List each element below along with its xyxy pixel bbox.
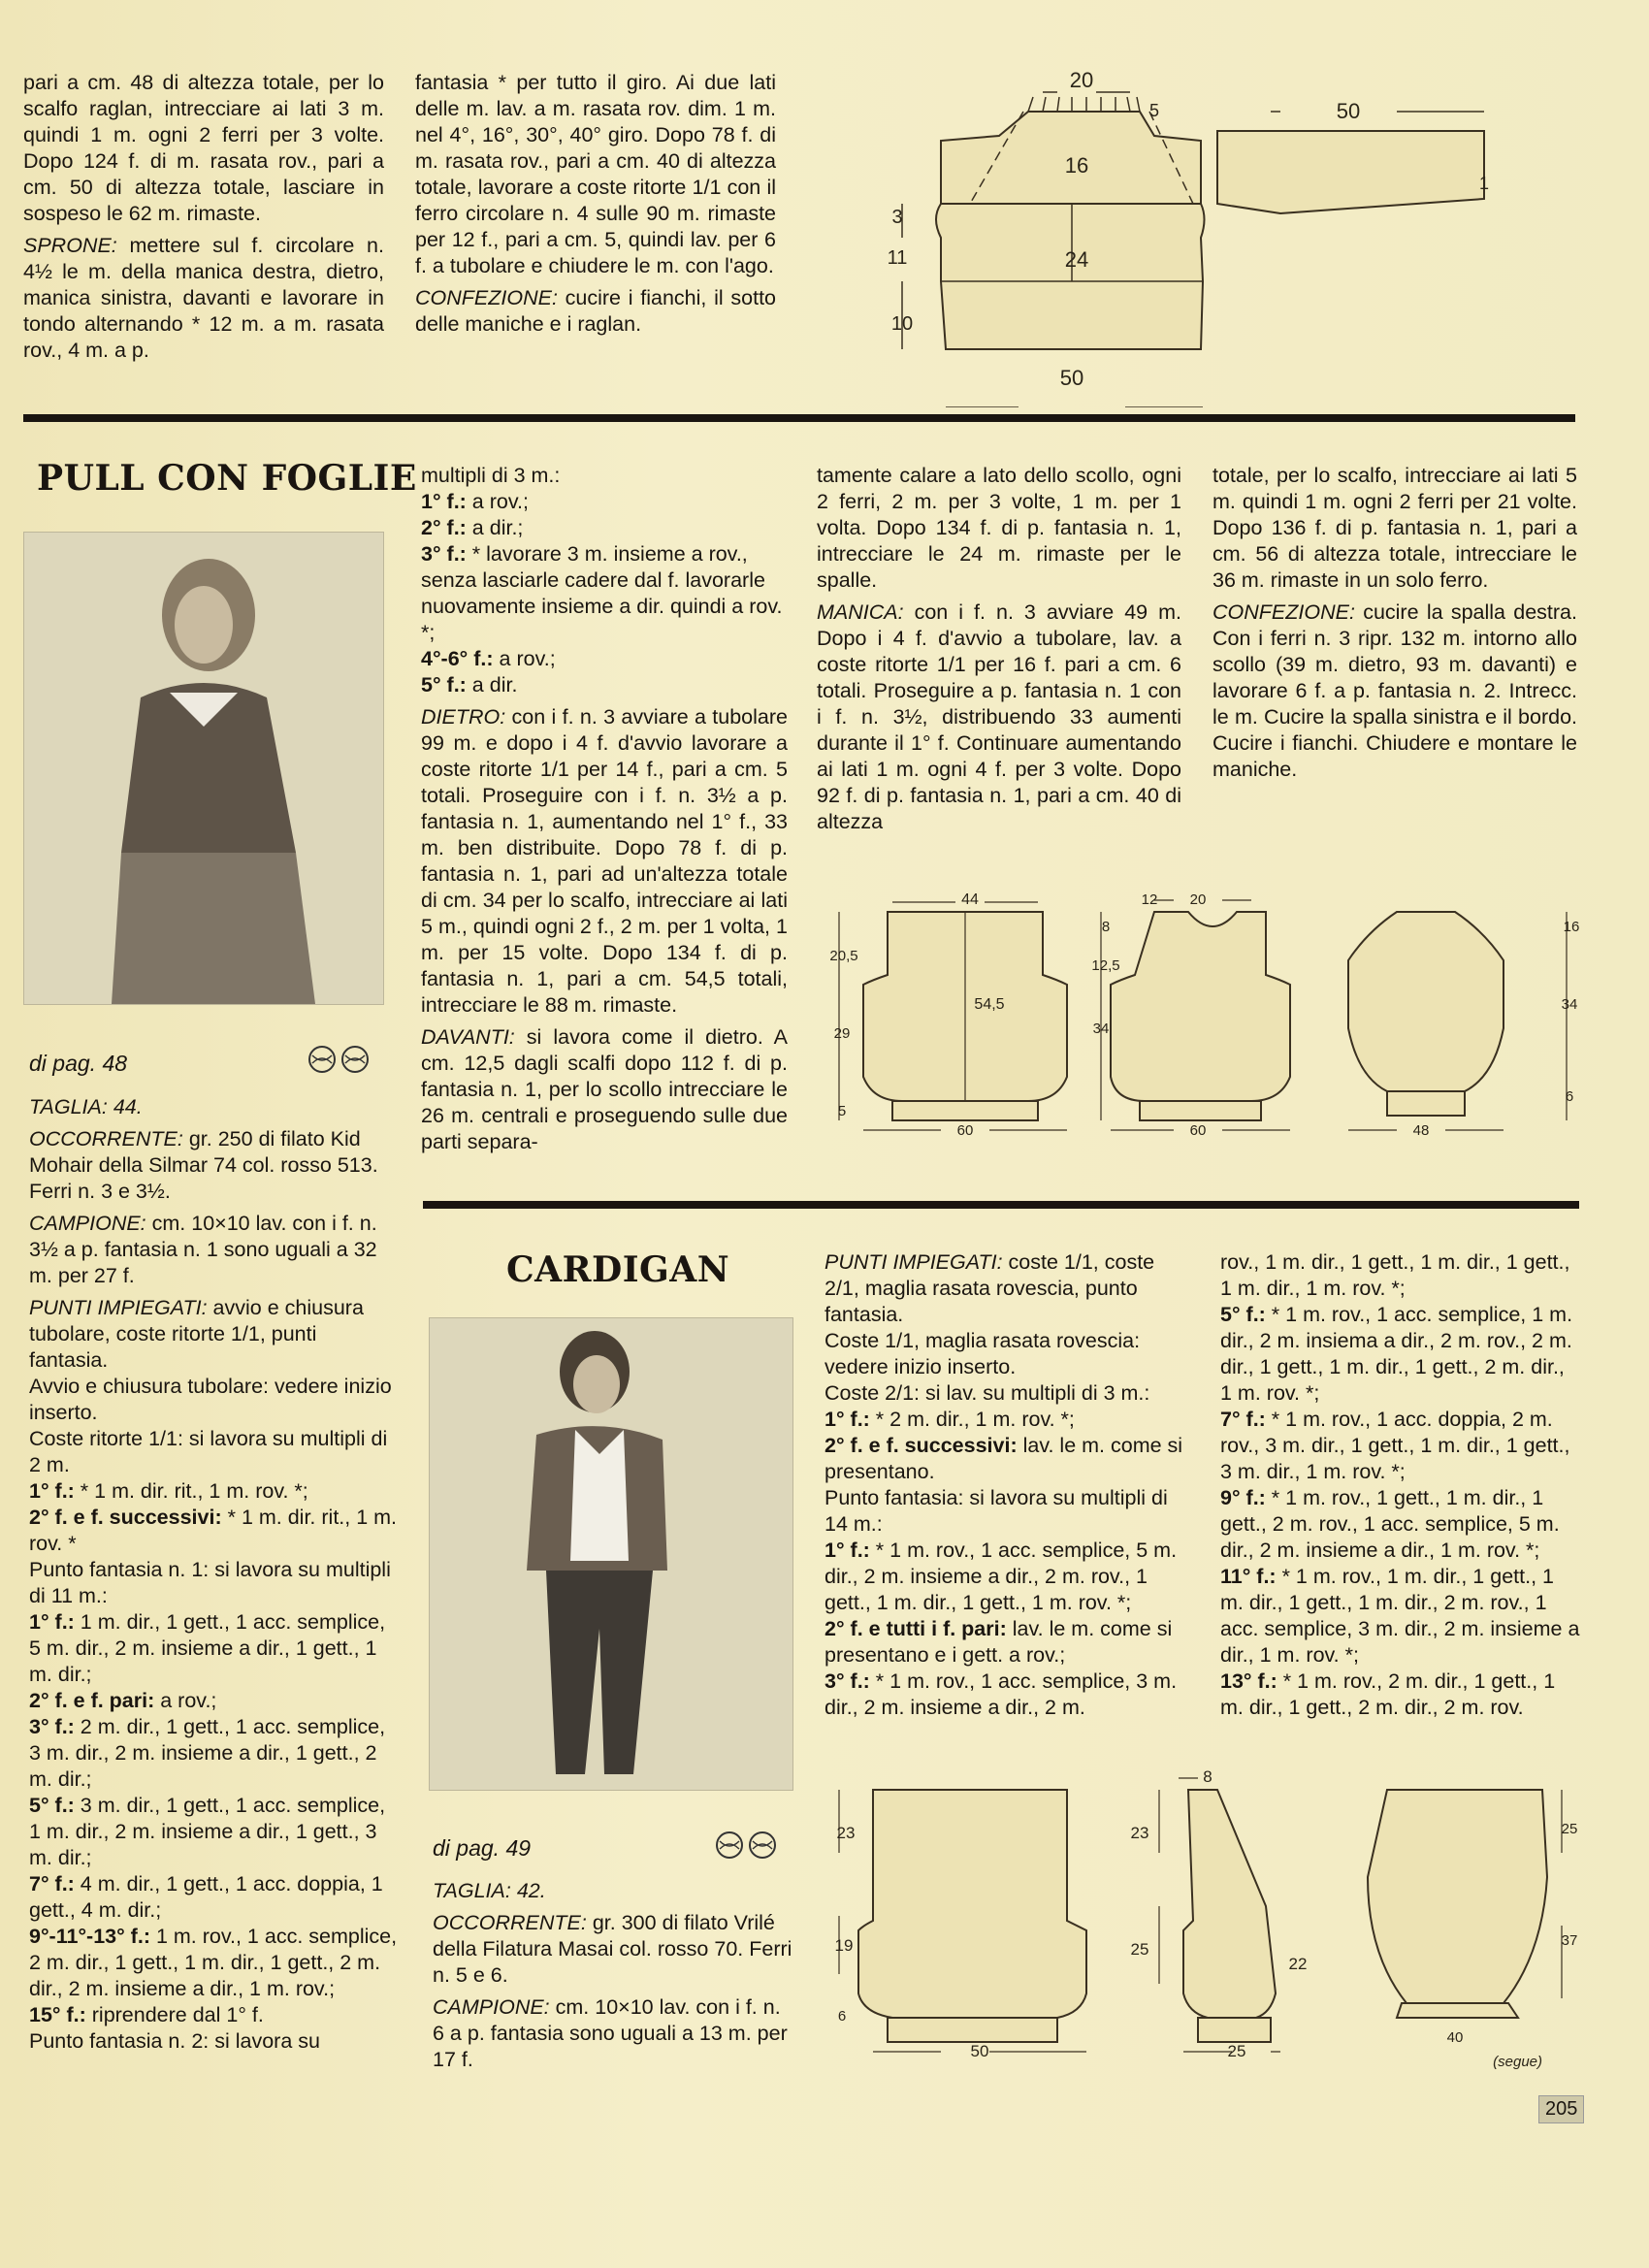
cardigan-r1	[824, 1407, 1187, 1433]
page-number: 205	[1538, 2095, 1584, 2123]
pull-sleeve-shape	[1348, 912, 1504, 1091]
top-col2-para1: fantasia * per tutto il giro. Ai due lati delle m. lav. a m. rasata rov. dim. 1 m. nel 4°, 16°, 30°, 40° giro. Dopo 78 f. di m. rasata rov., pari a cm. 40 di altezza totale, lavorare a coste ritorte 1/1 con il ferro circolare n. 4 sulle 90 m. rimaste per 12 f., pari a cm. 5, quindi lav. per 6 f. a tubolare e chiudere le m. con l'ago.	[415, 71, 776, 277]
pull-column-1	[29, 1094, 398, 2055]
top-dim-50b: 50	[1059, 366, 1084, 390]
cardigan-f13	[1220, 1669, 1581, 1721]
pull-f7	[29, 1871, 398, 1924]
pull-p4	[421, 646, 788, 672]
top-dim-5: 5	[1148, 101, 1160, 120]
cardigan-f1-text: * 1 m. rov., 1 acc. semplice, 5 m. dir., 2 m. insieme a dir., 2 m. rov., 1 gett., 1 m. dir., 1 gett., 1 m. rov. *;	[824, 1539, 1178, 1614]
pull-f3-text: 2 m. dir., 1 gett., 1 acc. semplice, 3 m. dir., 2 m. insieme a dir., 1 gett., 2 m. dir.;	[29, 1715, 386, 1791]
segue-label: (segue)	[1493, 2054, 1542, 2070]
pull-dietro-text: con i f. n. 3 avviare a tubolare 99 m. e dopo i 4 f. d'avvio lavorare a coste ritorte 1/1 per 14 f., pari a cm. 5 totali. Proseguire con i f. n. 3½ a p. fantasia n. 1, aumentando nel 1° f., 33 m. ben distribuite. Dopo 78 f. di p. fantasia n. 1, pari ad un'altezza totale di cm. 34 per lo scalfo, intrecciare ai lati 5 m., quindi ogni 2 f., 2 m. per 1 volta, 1 m. per 15 volte. Dopo 134 f. di p. fantasia n. 1, pari a cm. 54,5 totali, intrecciare le 88 m. rimaste.	[421, 705, 788, 1017]
top-column-2	[415, 70, 776, 343]
pull-dim-60b: 60	[1189, 1122, 1207, 1139]
cardigan-intro	[433, 1878, 797, 2079]
section-divider-1	[23, 414, 1575, 422]
cardigan-f5-label: 5° f.:	[1220, 1303, 1266, 1326]
top-dim-20: 20	[1069, 68, 1094, 92]
pull-punti-text: avvio e chiusura tubolare, coste ritorte 1/1, punti fantasia.	[29, 1296, 364, 1372]
cardigan-f3	[824, 1669, 1187, 1721]
cardigan-f11-text: * 1 m. rov., 1 m. dir., 1 gett., 1 m. dir., 1 gett., 1 m. dir., 2 m. rov., 1 acc. semplice, 3 m. dir., 2 m. insieme a dir., 1 m. rov. *;	[1220, 1565, 1580, 1667]
top-column-1	[23, 70, 384, 370]
pull-f7-text: 4 m. dir., 1 gett., 1 acc. doppia, 1 gett., 4 m. dir.;	[29, 1872, 383, 1922]
pull-dim-54-5: 54,5	[974, 996, 1005, 1013]
pull-f15-text: riprendere dal 1° f.	[85, 2003, 264, 2026]
pull-conf-text: cucire la spalla destra. Con i ferri n. 3 ripr. 132 m. intorno allo scollo (39 m. dietro, 93 m. davanti) e lavorare 6 f. a p. fantasia n. 2. Intrecc. le m. Cucire la spalla sinistra e il bordo. Cucire i fianchi. Chiudere e montare le maniche.	[1212, 600, 1577, 781]
cardigan-dim-25a: 25	[1130, 1940, 1149, 1959]
cardigan-f7-text: * 1 m. rov., 1 acc. doppia, 2 m. rov., 3 m. dir., 1 gett., 1 m. dir., 1 gett., 3 m. dir., 1 m. rov. *;	[1220, 1408, 1570, 1483]
cardigan-dim-22: 22	[1288, 1955, 1308, 1973]
top-dim-16: 16	[1064, 153, 1089, 178]
pull-punti-label: PUNTI IMPIEGATI:	[29, 1296, 208, 1319]
cardigan-c2: rov., 1 m. dir., 1 gett., 1 m. dir., 1 gett., 1 m. dir., 1 m. rov. *;	[1220, 1250, 1570, 1300]
cardigan-f3-label: 3° f.:	[824, 1669, 870, 1693]
pull-p5-label: 5° f.:	[421, 673, 467, 697]
cardigan-r1-label: 1° f.:	[824, 1408, 870, 1431]
cardigan-dim-25b: 25	[1227, 2042, 1246, 2060]
pull-p2-text: a dir.;	[466, 516, 524, 539]
pull-p1-label: 1° f.:	[421, 490, 467, 513]
pull-occorrente	[29, 1126, 398, 1205]
top-col1-para1: pari a cm. 48 di altezza totale, per lo scalfo raglan, intrecciare ai lati 3 m. quindi 1 m. ogni 2 ferri per 3 volte. Dopo 124 f. di m. rasata rov., pari a cm. 50 di altezza totale, lasciare in sospeso le 62 m. rimaste.	[23, 71, 384, 225]
pull-line-3: Punto fantasia n. 1: si lavora su multipli di 11 m.:	[29, 1558, 391, 1607]
cardigan-f9-text: * 1 m. rov., 1 gett., 1 m. dir., 1 gett., 2 m. rov., 1 acc. semplice, 5 m. dir., 2 m. insieme a dir., 1 m. rov. *;	[1220, 1486, 1560, 1562]
pull-p5	[421, 672, 788, 698]
cardigan-r2-label: 2° f. e f. successivi:	[824, 1434, 1018, 1457]
pull-dim-29: 29	[833, 1025, 851, 1042]
pull-p4-text: a rov.;	[493, 647, 556, 670]
pull-p1-text: a rov.;	[466, 490, 529, 513]
pull-confezione	[1212, 599, 1577, 783]
pull-dim-20-5: 20,5	[829, 948, 858, 964]
sprone-text: mettere sul f. circolare n. 4½ le m. della manica destra, dietro, manica sinistra, davanti e lavorare in tondo alternando * 12 m. a m. rasata rov., 4 m. a p.	[23, 234, 384, 362]
pull-p2-label: 2° f.:	[421, 516, 467, 539]
pull-p1	[421, 489, 788, 515]
pull-f9-text: 1 m. rov., 1 acc. semplice, 2 m. dir., 1 gett., 1 m. dir., 1 gett., 2 m. dir., 2 m. insieme a dir., 1 m. rov.;	[29, 1925, 398, 2000]
pull-schematics	[824, 883, 1591, 1145]
pull-dim-5: 5	[837, 1103, 847, 1119]
cardigan-column-3	[1220, 1249, 1581, 1721]
cardigan-camp-text: cm. 10×10 lav. con i f. n. 6 a p. fantasia sono uguali a 13 m. per 17 f.	[433, 1995, 788, 2071]
cardigan-occ-label: OCCORRENTE:	[433, 1911, 587, 1934]
cardigan-taglia: TAGLIA: 42.	[433, 1879, 546, 1902]
pull-f3-label: 3° f.:	[29, 1715, 75, 1738]
pull-p3	[421, 541, 788, 646]
pull-dim-16: 16	[1563, 919, 1580, 935]
pull-p2	[421, 515, 788, 541]
cardigan-f7	[1220, 1407, 1581, 1485]
pull-row-2-text: * 1 m. dir. rit., 1 m. rov. *	[29, 1506, 398, 1555]
cardigan-f1	[824, 1538, 1187, 1616]
pull-p3-label: 3° f.:	[421, 542, 467, 566]
pull-f2-label: 2° f. e f. pari:	[29, 1689, 155, 1712]
cardigan-f7-label: 7° f.:	[1220, 1408, 1266, 1431]
cardigan-f2-text: lav. le m. come si presentano e i gett. a rov.;	[824, 1617, 1173, 1667]
top-dim-50a: 50	[1336, 99, 1361, 123]
cardigan-line-2: Coste 2/1: si lav. su multipli di 3 m.:	[824, 1381, 1150, 1405]
pull-f5-text: 3 m. dir., 1 gett., 1 acc. semplice, 1 m. dir., 2 m. insieme a dir., 1 gett., 3 m. dir.;	[29, 1794, 386, 1869]
pull-dim-20: 20	[1189, 891, 1207, 908]
pull-photo	[23, 532, 384, 1005]
difficulty-icon	[307, 1044, 374, 1075]
cardigan-caption: di pag. 49	[433, 1835, 532, 1861]
pull-row-1	[29, 1478, 398, 1505]
section-divider-2	[423, 1201, 1579, 1209]
pull-dim-44: 44	[961, 891, 979, 908]
cardigan-back-shape	[858, 1790, 1086, 2018]
confezione-label: CONFEZIONE:	[415, 286, 558, 309]
cardigan-dim-6: 6	[837, 2008, 847, 2025]
pull-dim-12-5: 12,5	[1091, 957, 1120, 974]
cardigan-f9-label: 9° f.:	[1220, 1486, 1266, 1509]
pull-c2-line: multipli di 3 m.:	[421, 464, 561, 487]
cardigan-f9	[1220, 1485, 1581, 1564]
pull-dim-48: 48	[1412, 1122, 1430, 1139]
cardigan-f11-label: 11° f.:	[1220, 1565, 1277, 1588]
pull-f5-label: 5° f.:	[29, 1794, 75, 1817]
pull-occ-label: OCCORRENTE:	[29, 1127, 183, 1150]
top-body-shape	[936, 204, 1205, 349]
pull-f1-text: 1 m. dir., 1 gett., 1 acc. semplice, 5 m. dir., 2 m. insieme a dir., 1 gett., 1 m. dir.;	[29, 1610, 386, 1686]
pull-f1	[29, 1609, 398, 1688]
cardigan-sleeve-shape	[1368, 1790, 1547, 2003]
pull-back-rib	[892, 1101, 1038, 1120]
pull-f15-label: 15° f.:	[29, 2003, 86, 2026]
cardigan-photo	[429, 1317, 793, 1791]
pull-f15	[29, 2002, 398, 2028]
cardigan-f11	[1220, 1564, 1581, 1669]
top-dim-24: 24	[1064, 247, 1089, 272]
pull-occ-text: gr. 250 di filato Kid Mohair della Silmar 74 col. rosso 513. Ferri n. 3 e 3½.	[29, 1127, 378, 1203]
cardigan-dim-8: 8	[1203, 1767, 1212, 1786]
top-diagram	[873, 58, 1513, 407]
pull-davanti	[421, 1024, 788, 1155]
pull-f9	[29, 1924, 398, 2002]
pull-line-2: Coste ritorte 1/1: si lavora su multipli di 2 m.	[29, 1427, 388, 1476]
cardigan-f5-text: * 1 m. rov., 1 acc. semplice, 1 m. dir., 2 m. insiema a dir., 2 m. rov., 2 m. dir., 1 gett., 1 m. dir., 1 gett., 2 m. dir., 1 m. rov. *;	[1220, 1303, 1573, 1405]
pull-dietro	[421, 704, 788, 1019]
pull-dietro-label: DIETRO:	[421, 705, 506, 729]
cardigan-dim-19: 19	[834, 1936, 854, 1955]
cardigan-campione	[433, 1994, 797, 2073]
pull-f5	[29, 1793, 398, 1871]
cardigan-sleeve-rib	[1397, 2003, 1518, 2018]
pull-davanti-label: DAVANTI:	[421, 1025, 515, 1049]
cardigan-dim-23a: 23	[836, 1824, 856, 1842]
pull-row-2	[29, 1505, 398, 1557]
pull-p3-text: * lavorare 3 m. insieme a rov., senza lasciarle cadere dal f. lavorarle nuovamente insieme a dir. quindi a rov. *;	[421, 542, 783, 644]
top-dim-1: 1	[1478, 174, 1490, 193]
cardigan-r2	[824, 1433, 1187, 1485]
cardigan-dim-37: 37	[1561, 1932, 1578, 1949]
top-dim-10: 10	[890, 313, 914, 335]
cardigan-punti	[824, 1249, 1187, 1328]
pull-dim-8: 8	[1101, 919, 1111, 935]
cardigan-difficulty-icon	[714, 1830, 782, 1861]
pull-dim-34a: 34	[1092, 1021, 1110, 1037]
pull-dim-60a: 60	[956, 1122, 974, 1139]
pull-f7-label: 7° f.:	[29, 1872, 75, 1895]
pull-dim-6: 6	[1565, 1088, 1574, 1105]
confezione-text: cucire i fianchi, il sotto delle maniche e i raglan.	[415, 286, 776, 336]
cardigan-front-shape	[1183, 1790, 1276, 2018]
pull-manica-text: con i f. n. 3 avviare 49 m. Dopo i 4 f. d'avvio a tubolare, lav. a coste ritorte 1/1 per 16 f. pari a cm. 6 totali. Proseguire a p. fantasia n. 1 con i f. n. 3½, distribuendo 33 aumenti durante il 1° f. Continuare aumentando ai lati 1 m. ogni 4 f. per 3 volte. Dopo 92 f. di p. fantasia n. 1, pari a cm. 40 di altezza	[817, 600, 1181, 833]
pull-camp-label: CAMPIONE:	[29, 1212, 146, 1235]
cardigan-occ-text: gr. 300 di filato Vrilé della Filatura Masai col. rosso 70. Ferri n. 5 e 6.	[433, 1911, 792, 1987]
pull-campione	[29, 1211, 398, 1289]
cardigan-f13-text: * 1 m. rov., 2 m. dir., 1 gett., 1 m. dir., 1 gett., 2 m. dir., 2 m. rov.	[1220, 1669, 1556, 1719]
top-col2-para2	[415, 285, 776, 338]
cardigan-model-illustration	[430, 1318, 792, 1790]
pull-punti	[29, 1295, 398, 1374]
pull-p5-text: a dir.	[466, 673, 518, 697]
pull-column-4	[1212, 463, 1577, 789]
cardigan-camp-label: CAMPIONE:	[433, 1995, 550, 2019]
pull-front-shape	[1111, 912, 1290, 1101]
pull-front-rib	[1140, 1101, 1261, 1120]
pull-f9-label: 9°-11°-13° f.:	[29, 1925, 150, 1948]
cardigan-f5	[1220, 1302, 1581, 1407]
cardigan-dim-40: 40	[1446, 2029, 1464, 2046]
cardigan-line-3: Punto fantasia: si lavora su multipli di 14 m.:	[824, 1486, 1168, 1536]
pull-manica	[817, 599, 1181, 835]
pull-p4-label: 4°-6° f.:	[421, 647, 494, 670]
pull-sleeve-rib	[1387, 1091, 1465, 1116]
pull-dim-34b: 34	[1561, 996, 1578, 1013]
cardigan-f2	[824, 1616, 1187, 1669]
pull-f2	[29, 1688, 398, 1714]
cardigan-r1-text: * 2 m. dir., 1 m. rov. *;	[869, 1408, 1075, 1431]
pull-c4-text: totale, per lo scalfo, intrecciare ai lati 5 m. quindi 1 m. ogni 2 ferri per 21 volte. Dopo 136 f. di p. fantasia n. 1, pari a cm. 56 di altezza totale, intrecciare le 36 m. rimaste in un solo ferro.	[1212, 464, 1577, 592]
top-sleeve-shape	[1217, 131, 1484, 213]
pull-conf-label: CONFEZIONE:	[1212, 600, 1355, 624]
cardigan-title: CARDIGAN	[506, 1249, 730, 1290]
pull-davanti-text: si lavora come il dietro. A cm. 12,5 dagli scalfi dopo 112 f. di p. fantasia n. 1, per lo scollo intrecciare le 26 m. centrali e proseguendo sulle due parti separa-	[421, 1025, 788, 1153]
pull-row-1-text: * 1 m. dir. rit., 1 m. rov. *;	[74, 1479, 308, 1503]
cardigan-back-rib	[888, 2018, 1057, 2042]
cardigan-f1-label: 1° f.:	[824, 1539, 870, 1562]
pull-title: PULL CON FOGLIE	[37, 458, 417, 499]
cardigan-dim-23b: 23	[1130, 1824, 1149, 1842]
pull-c3-text: tamente calare a lato dello scollo, ogni 2 ferri, 2 m. per 3 volte, 1 m. per 1 volta. Dopo 134 f. di p. fantasia n. 1, intrecciare le 24 m. rimaste per le spalle.	[817, 464, 1181, 592]
pull-caption: di pag. 48	[29, 1051, 128, 1076]
cardigan-column-2	[824, 1249, 1187, 1721]
pull-dim-12: 12	[1141, 891, 1158, 908]
pull-manica-label: MANICA:	[817, 600, 904, 624]
pull-f3	[29, 1714, 398, 1793]
cardigan-occorrente	[433, 1910, 797, 1989]
pull-f1-label: 1° f.:	[29, 1610, 75, 1634]
pull-f2-text: a rov.;	[154, 1689, 217, 1712]
cardigan-line-1: Coste 1/1, maglia rasata rovescia: vedere inizio inserto.	[824, 1329, 1141, 1378]
pull-camp-text: cm. 10×10 lav. con i f. n. 3½ a p. fantasia n. 1 sono uguali a 32 m. per 27 f.	[29, 1212, 377, 1287]
cardigan-dim-25c: 25	[1561, 1821, 1578, 1837]
top-dim-11: 11	[887, 247, 908, 269]
pull-row-2-label: 2° f. e f. successivi:	[29, 1506, 222, 1529]
pull-line-4: Punto fantasia n. 2: si lavora su	[29, 2029, 320, 2053]
sprone-label: SPRONE:	[23, 234, 117, 257]
cardigan-punti-label: PUNTI IMPIEGATI:	[824, 1250, 1003, 1274]
cardigan-dim-50: 50	[970, 2042, 989, 2060]
cardigan-schematics	[824, 1761, 1591, 2071]
cardigan-front-rib	[1198, 2018, 1271, 2042]
pull-model-illustration	[24, 533, 383, 1004]
cardigan-r2-text: lav. le m. come si presentano.	[824, 1434, 1183, 1483]
cardigan-f3-text: * 1 m. rov., 1 acc. semplice, 3 m. dir., 2 m. insieme a dir., 2 m.	[824, 1669, 1178, 1719]
pull-line-1: Avvio e chiusura tubolare: vedere inizio inserto.	[29, 1375, 392, 1424]
cardigan-punti-text: coste 1/1, coste 2/1, maglia rasata rovescia, punto fantasia.	[824, 1250, 1155, 1326]
pull-column-2	[421, 463, 788, 1161]
pull-row-1-label: 1° f.:	[29, 1479, 75, 1503]
cardigan-f13-label: 13° f.:	[1220, 1669, 1277, 1693]
pull-column-3	[817, 463, 1181, 841]
pull-taglia: TAGLIA: 44.	[29, 1095, 143, 1118]
cardigan-f2-label: 2° f. e tutti i f. pari:	[824, 1617, 1007, 1640]
top-col1-para2	[23, 233, 384, 364]
top-dim-3: 3	[891, 207, 903, 228]
